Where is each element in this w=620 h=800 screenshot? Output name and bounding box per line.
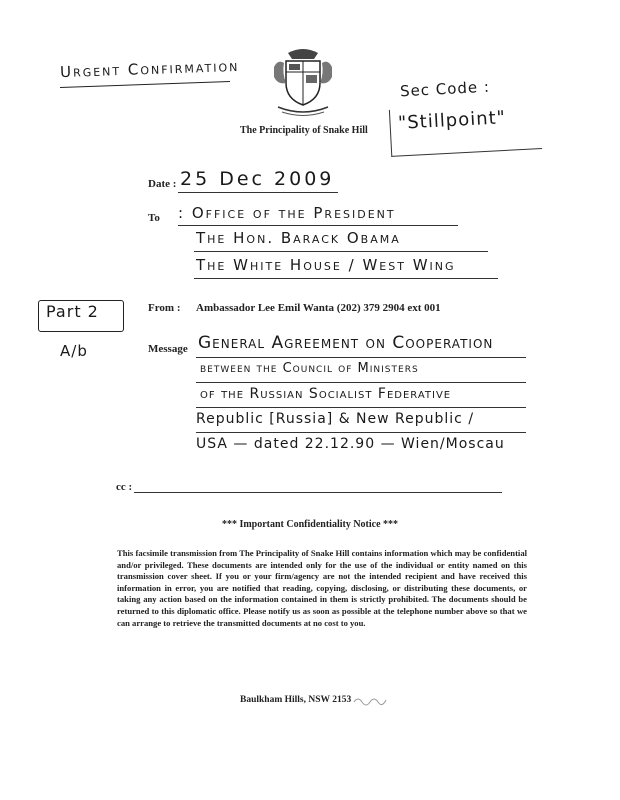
to-rule-1 xyxy=(178,225,458,226)
sec-code-label: Sec Code : xyxy=(399,77,491,101)
message-line-5: USA — dated 22.12.90 — Wien/Moscau xyxy=(196,436,505,452)
date-rule xyxy=(178,192,338,193)
to-line-3: The White House / West Wing xyxy=(196,256,456,274)
scribble-mark-icon xyxy=(352,693,388,707)
to-rule-3 xyxy=(194,278,498,279)
confidentiality-notice-body: This facsimile transmission from The Principality of Snake Hill contains information which may be confidential and/or privileged. These documents are intended only for the use of the individual or entity named on this transmission cover sheet. If you or your firm/agency are not the intended recipient and have received this information in error, you are notified that reading, copying, disclosing, or distributing these documents, or taking any action based on the information contained in them is strictly prohibited. The documents should be returned to this diplomatic office. Please notify us as soon as possible at the telephone number above so that we can arrange to retrieve the transmitted documents at no cost to you. xyxy=(117,548,527,628)
confidentiality-notice-title: *** Important Confidentiality Notice *** xyxy=(221,519,399,530)
footer-address: Baulkham Hills, NSW 2153 xyxy=(240,695,352,705)
date-value: 25 Dec 2009 xyxy=(180,168,335,190)
cc-label: cc : xyxy=(116,481,133,493)
message-rule-3 xyxy=(196,407,526,408)
organization-name: The Principality of Snake Hill xyxy=(240,125,368,136)
message-rule-2 xyxy=(196,382,526,383)
message-rule-4 xyxy=(196,432,526,433)
part-sub-note: A/b xyxy=(60,342,88,360)
from-value: Ambassador Lee Emil Wanta (202) 379 2904 ext 001 xyxy=(196,302,441,314)
from-label: From : xyxy=(148,302,181,314)
message-line-2: between the Council of Ministers xyxy=(200,361,419,376)
message-label: Message xyxy=(148,343,188,355)
to-line-2: The Hon. Barack Obama xyxy=(196,229,401,247)
message-rule-1 xyxy=(196,357,526,358)
message-line-4: Republic [Russia] & New Republic / xyxy=(196,411,475,427)
to-line-1: : Office of the President xyxy=(178,204,396,222)
message-line-3: of the Russian Socialist Federative xyxy=(200,386,452,402)
urgent-confirmation-note: Urgent Confirmation xyxy=(59,56,240,82)
coat-of-arms-icon xyxy=(268,45,338,120)
to-label: To xyxy=(148,212,160,224)
to-rule-2 xyxy=(194,251,488,252)
cc-rule xyxy=(134,492,502,493)
sec-code-value: "Stillpoint" xyxy=(397,107,507,134)
message-line-1: General Agreement on Cooperation xyxy=(198,333,494,353)
part-note: Part 2 xyxy=(46,302,99,321)
date-label: Date : xyxy=(148,178,177,190)
urgent-underline xyxy=(60,81,230,88)
